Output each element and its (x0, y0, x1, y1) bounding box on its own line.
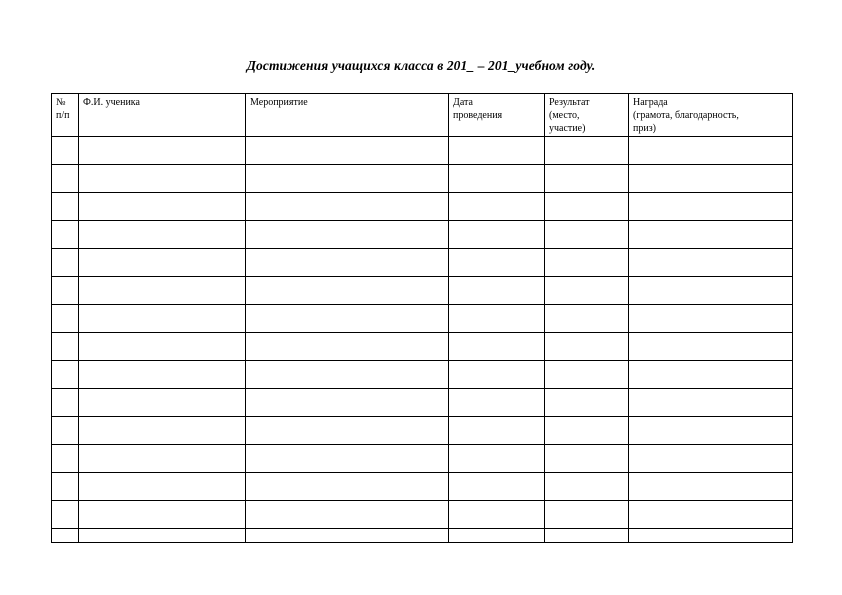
cell-date[interactable] (449, 333, 545, 361)
table-row (52, 529, 793, 543)
cell-award[interactable] (629, 193, 793, 221)
cell-result[interactable] (545, 137, 629, 165)
cell-date[interactable] (449, 137, 545, 165)
header-date: Дата проведения (449, 94, 545, 137)
cell-number[interactable] (52, 249, 79, 277)
table-body (52, 137, 793, 543)
cell-student-name[interactable] (79, 473, 246, 501)
cell-date[interactable] (449, 277, 545, 305)
cell-date[interactable] (449, 501, 545, 529)
cell-number[interactable] (52, 389, 79, 417)
table-row (52, 249, 793, 277)
cell-result[interactable] (545, 501, 629, 529)
cell-result[interactable] (545, 249, 629, 277)
cell-award[interactable] (629, 137, 793, 165)
cell-award[interactable] (629, 529, 793, 543)
cell-number[interactable] (52, 333, 79, 361)
cell-award[interactable] (629, 417, 793, 445)
cell-date[interactable] (449, 305, 545, 333)
cell-number[interactable] (52, 221, 79, 249)
cell-date[interactable] (449, 417, 545, 445)
cell-number[interactable] (52, 277, 79, 305)
cell-number[interactable] (52, 417, 79, 445)
table-row (52, 501, 793, 529)
table-header-row (52, 94, 793, 137)
cell-number[interactable] (52, 473, 79, 501)
cell-event[interactable] (246, 389, 449, 417)
cell-student-name[interactable] (79, 389, 246, 417)
cell-date[interactable] (449, 249, 545, 277)
cell-student-name[interactable] (79, 529, 246, 543)
header-result: Результат (место, участие) (545, 94, 629, 137)
cell-date[interactable] (449, 193, 545, 221)
cell-date[interactable] (449, 165, 545, 193)
cell-award[interactable] (629, 473, 793, 501)
cell-result[interactable] (545, 221, 629, 249)
cell-student-name[interactable] (79, 417, 246, 445)
table-row (52, 221, 793, 249)
cell-number[interactable] (52, 165, 79, 193)
cell-event[interactable] (246, 221, 449, 249)
cell-award[interactable] (629, 501, 793, 529)
cell-student-name[interactable] (79, 193, 246, 221)
cell-award[interactable] (629, 445, 793, 473)
cell-number[interactable] (52, 529, 79, 543)
cell-award[interactable] (629, 165, 793, 193)
cell-result[interactable] (545, 361, 629, 389)
header-event: Мероприятие (246, 94, 449, 137)
cell-date[interactable] (449, 221, 545, 249)
achievements-table (51, 93, 793, 543)
header-student-name: Ф.И. ученика (79, 94, 246, 137)
cell-number[interactable] (52, 137, 79, 165)
table-row (52, 445, 793, 473)
cell-student-name[interactable] (79, 333, 246, 361)
cell-event[interactable] (246, 529, 449, 543)
cell-event[interactable] (246, 165, 449, 193)
cell-date[interactable] (449, 361, 545, 389)
cell-award[interactable] (629, 333, 793, 361)
cell-number[interactable] (52, 501, 79, 529)
cell-student-name[interactable] (79, 305, 246, 333)
cell-event[interactable] (246, 473, 449, 501)
cell-result[interactable] (545, 529, 629, 543)
cell-award[interactable] (629, 389, 793, 417)
cell-result[interactable] (545, 305, 629, 333)
cell-student-name[interactable] (79, 137, 246, 165)
cell-date[interactable] (449, 473, 545, 501)
cell-student-name[interactable] (79, 165, 246, 193)
cell-date[interactable] (449, 445, 545, 473)
header-award: Награда (грамота, благодарность, приз) (629, 94, 793, 137)
table-row (52, 473, 793, 501)
cell-award[interactable] (629, 249, 793, 277)
cell-number[interactable] (52, 305, 79, 333)
table-row (52, 333, 793, 361)
table-row (52, 277, 793, 305)
cell-result[interactable] (545, 333, 629, 361)
cell-student-name[interactable] (79, 221, 246, 249)
cell-result[interactable] (545, 193, 629, 221)
cell-number[interactable] (52, 193, 79, 221)
cell-award[interactable] (629, 305, 793, 333)
cell-number[interactable] (52, 445, 79, 473)
table-row (52, 165, 793, 193)
table-row (52, 417, 793, 445)
cell-award[interactable] (629, 361, 793, 389)
cell-result[interactable] (545, 473, 629, 501)
cell-event[interactable] (246, 305, 449, 333)
cell-event[interactable] (246, 137, 449, 165)
cell-number[interactable] (52, 361, 79, 389)
cell-event[interactable] (246, 501, 449, 529)
cell-result[interactable] (545, 417, 629, 445)
cell-event[interactable] (246, 249, 449, 277)
cell-result[interactable] (545, 277, 629, 305)
table-row (52, 305, 793, 333)
table-row (52, 361, 793, 389)
cell-student-name[interactable] (79, 445, 246, 473)
table-row (52, 193, 793, 221)
cell-event[interactable] (246, 445, 449, 473)
table-row (52, 389, 793, 417)
cell-student-name[interactable] (79, 277, 246, 305)
cell-date[interactable] (449, 389, 545, 417)
cell-event[interactable] (246, 417, 449, 445)
header-number: № п/п (52, 94, 79, 137)
cell-student-name[interactable] (79, 501, 246, 529)
document-title: Достижения учащихся класса в 201_ – 201_учебном году. (246, 58, 596, 73)
cell-award[interactable] (629, 277, 793, 305)
cell-award[interactable] (629, 221, 793, 249)
table-row (52, 137, 793, 165)
cell-date[interactable] (449, 529, 545, 543)
cell-student-name[interactable] (79, 249, 246, 277)
cell-event[interactable] (246, 193, 449, 221)
cell-result[interactable] (545, 165, 629, 193)
cell-event[interactable] (246, 333, 449, 361)
cell-student-name[interactable] (79, 361, 246, 389)
cell-event[interactable] (246, 361, 449, 389)
cell-result[interactable] (545, 445, 629, 473)
cell-result[interactable] (545, 389, 629, 417)
cell-event[interactable] (246, 277, 449, 305)
